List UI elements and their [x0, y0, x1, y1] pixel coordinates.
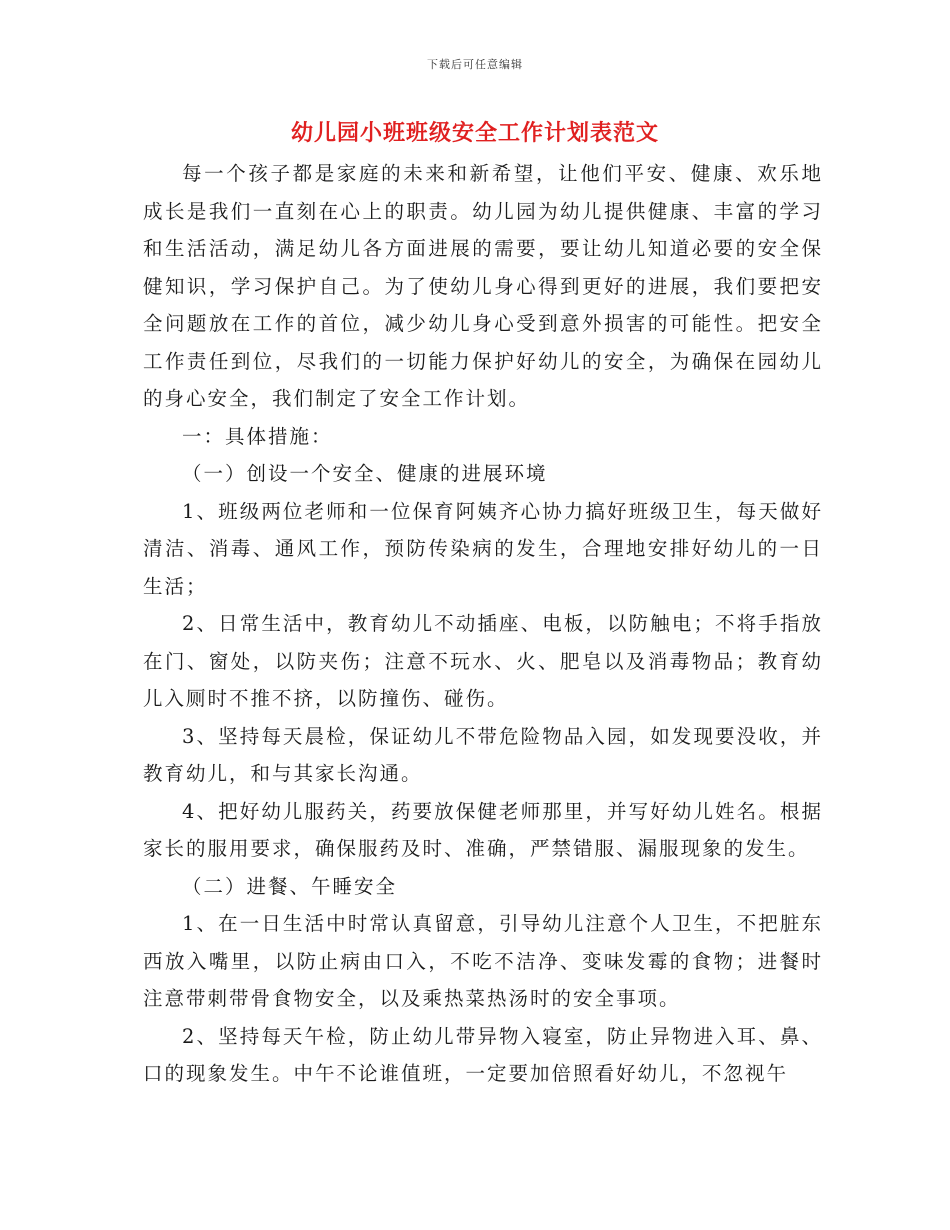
heading-measures: 一：具体措施：: [182, 424, 333, 448]
document-title: 幼儿园小班班级安全工作计划表范文: [290, 120, 659, 146]
paragraph-intro: 每一个孩子都是家庭的未来和新希望，让他们平安、健康、欢乐地成长是我们一直刻在心上的职责。幼儿园为幼儿提供健康、丰富的学习和生活活动，满足幼儿各方面进展的需要，要让幼儿知道必要的安全保健知识，学习保护自己。为了使幼儿身心得到更好的进展，我们要把安全问题放在工作的首位，减少幼儿身心受到意外损害的可能性。把安全工作责任到位，尽我们的一切能力保护好幼儿的安全，为确保在园幼儿的身心安全，我们制定了安全工作计划。: [143, 162, 823, 410]
paragraph-item-3: 3、坚持每天晨检，保证幼儿不带危险物品入园，如发现要没收，并教育幼儿，和与其家长沟通。: [143, 724, 823, 785]
subheading-meal-nap: （二）进餐、午睡安全: [182, 874, 398, 898]
paragraph-item-2: 2、日常生活中，教育幼儿不动插座、电板，以防触电；不将手指放在门、窗处，以防夹伤；注意不玩水、火、肥皂以及消毒物品；教育幼儿入厕时不推不挤，以防撞伤、碰伤。: [143, 612, 823, 710]
paragraph-meal-item-2: 2、坚持每天午检，防止幼儿带异物入寝室，防止异物进入耳、鼻、口的现象发生。中午不论谁值班，一定要加倍照看好幼儿，不忽视午: [143, 1024, 823, 1085]
subheading-environment: （一）创设一个安全、健康的进展环境: [182, 462, 548, 485]
paragraph-item-4: 4、把好幼儿服药关，药要放保健老师那里，并写好幼儿姓名。根据家长的服用要求，确保服药及时、准确，严禁错服、漏服现象的发生。: [143, 799, 823, 860]
paragraph-item-1: 1、班级两位老师和一位保育阿姨齐心协力搞好班级卫生，每天做好清洁、消毒、通风工作，预防传染病的发生，合理地安排好幼儿的一日生活；: [143, 499, 823, 598]
header-note: 下载后可任意编辑: [427, 58, 523, 71]
document-body: [143, 155, 823, 1093]
paragraph-meal-item-1: 1、在一日生活中时常认真留意，引导幼儿注意个人卫生，不把脏东西放入嘴里，以防止病由口入，不吃不洁净、变味发霉的食物；进餐时注意带刺带骨食物安全，以及乘热菜热汤时的安全事项。: [143, 912, 823, 1010]
